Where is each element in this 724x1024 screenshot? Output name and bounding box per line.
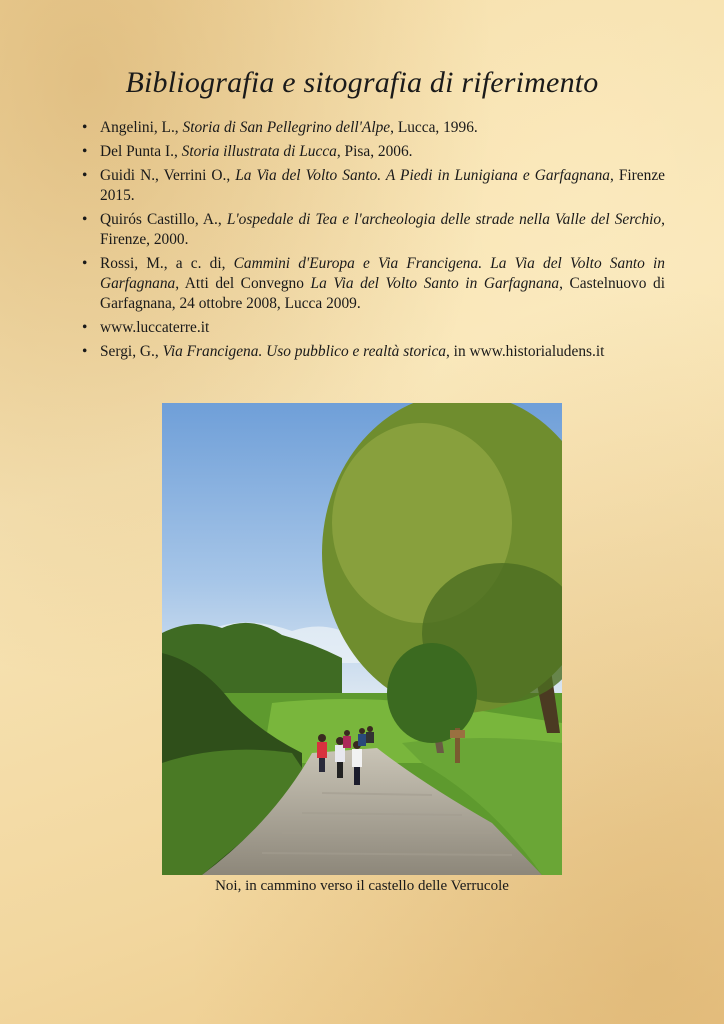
reference-details: , Firenze 2015. (100, 167, 665, 204)
list-item (80, 254, 665, 314)
reference-author: Angelini, L., (100, 119, 183, 136)
reference-title: L'ospedale di Tea e l'archeologia delle strade nella Valle del Serchio (226, 211, 662, 228)
reference-author: Del Punta I., (100, 143, 182, 160)
list-item (80, 210, 665, 250)
reference-author: Sergi, G., (100, 343, 163, 360)
reference-title: La Via del Volto Santo. A Piedi in Lunigiana e Garfagnana (235, 167, 610, 184)
reference-title-2: La Via del Volto Santo in Garfagnana (310, 275, 560, 292)
hikers-photo (162, 403, 562, 875)
reference-title: Storia illustrata di Lucca (181, 143, 337, 160)
list-item (80, 318, 665, 338)
reference-details: , Atti del Convegno (175, 275, 311, 292)
reference-details: , Pisa, 2006. (336, 143, 413, 160)
list-item (80, 166, 665, 206)
mid-tree (387, 643, 477, 743)
reference-author: Guidi N., Verrini O., (100, 167, 236, 184)
sign (450, 730, 465, 738)
list-item (80, 118, 665, 138)
reference-title: Storia di San Pellegrino dell'Alpe (182, 119, 391, 136)
reference-details-2: , Castelnuovo di Garfagnana, 24 ottobre 2008, Lucca 2009. (100, 275, 665, 312)
reference-author: Rossi, M., a c. di, (100, 255, 234, 272)
list-item (80, 342, 665, 362)
landscape-illustration (162, 403, 562, 875)
reference-details: , Firenze, 2000. (100, 211, 665, 248)
reference-title: Via Francigena. Uso pubblico e realtà storica (162, 343, 446, 360)
reference-title: Cammini d'Europa e Via Francigena. La Via del Volto Santo in Garfagnana (100, 255, 666, 292)
bibliography-list (80, 118, 665, 366)
photo-caption: Noi, in cammino verso il castello delle Verrucole (215, 878, 509, 894)
reference-details: , Lucca, 1996. (390, 119, 478, 136)
page-title: Bibliografia e sitografia di riferimento (125, 66, 599, 99)
list-item (80, 142, 665, 162)
reference-author: Quirós Castillo, A., (100, 211, 227, 228)
reference-link: www.luccaterre.it (100, 319, 210, 336)
reference-details: , in www.historialudens.it (445, 343, 605, 360)
